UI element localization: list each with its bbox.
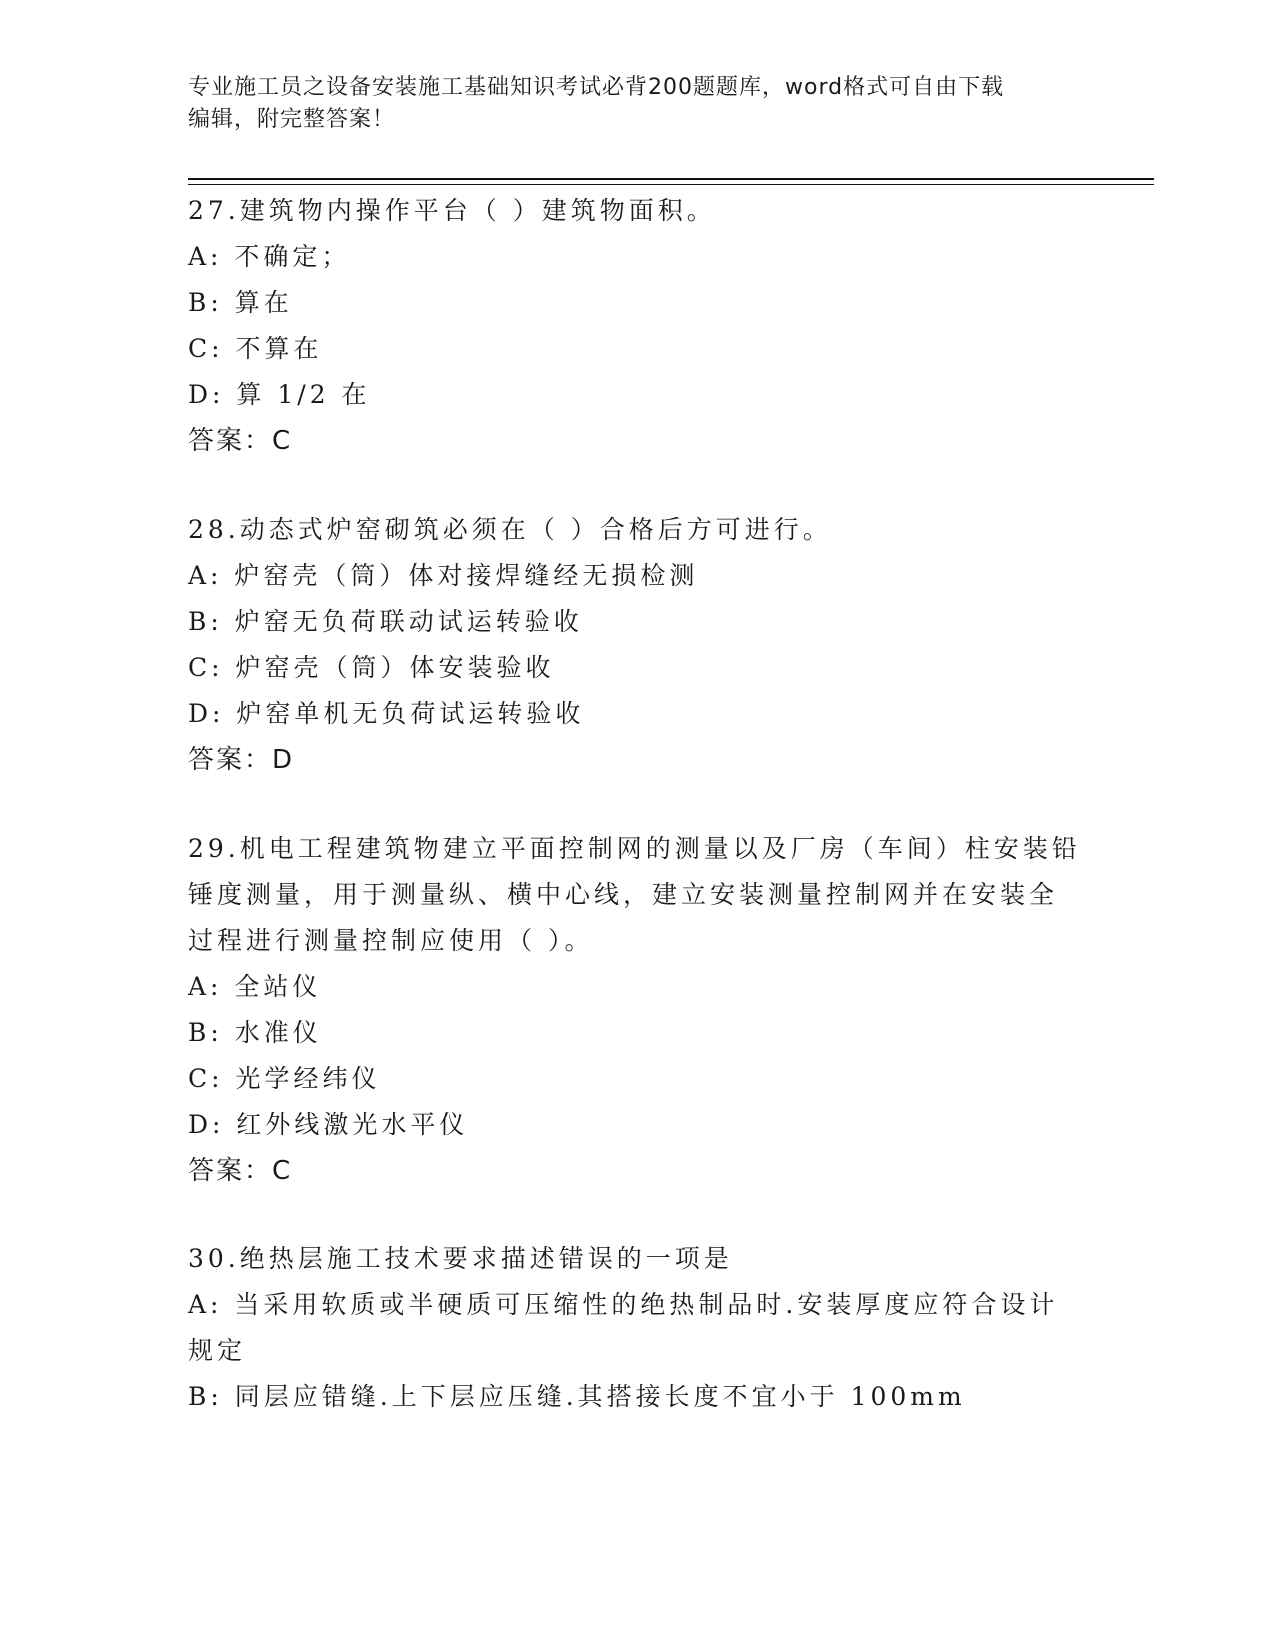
- option-a-line-1: A: 当采用软质或半硬质可压缩性的绝热制品时.安装厚度应符合设计: [188, 1290, 1059, 1319]
- header-line-1: 专业施工员之设备安装施工基础知识考试必背200题题库，word格式可自由下载: [188, 75, 1005, 100]
- option-d: D: 炉窑单机无负荷试运转验收: [188, 699, 585, 728]
- option-a: A: 炉窑壳（筒）体对接焊缝经无损检测: [188, 561, 699, 590]
- header-divider-top: [188, 178, 1154, 180]
- option-d: D: 算 1/2 在: [188, 380, 371, 409]
- question-stem: 28.动态式炉窑砌筑必须在（ ）合格后方可进行。: [188, 515, 832, 544]
- option-c: C: 不算在: [188, 334, 323, 363]
- option-b: B: 水准仪: [188, 1018, 322, 1047]
- question-29: [188, 826, 1088, 1194]
- question-28: [188, 507, 1088, 783]
- question-30: [188, 1236, 1088, 1420]
- option-b: B: 炉窑无负荷联动试运转验收: [188, 607, 583, 636]
- question-stem: 27.建筑物内操作平台（ ）建筑物面积。: [188, 196, 716, 225]
- option-c: C: 光学经纬仪: [188, 1064, 381, 1093]
- option-a-line-2: 规定: [188, 1336, 247, 1365]
- question-27: [188, 188, 1088, 464]
- option-a: A: 不确定；: [188, 242, 351, 271]
- answer-line: 答案：D: [188, 745, 295, 775]
- option-a: A: 全站仪: [188, 972, 322, 1001]
- answer-line: 答案：C: [188, 1156, 293, 1186]
- question-stem-line-1: 29.机电工程建筑物建立平面控制网的测量以及厂房（车间）柱安装铅: [188, 834, 1081, 863]
- option-b: B: 同层应错缝.上下层应压缝.其搭接长度不宜小于 100mm: [188, 1382, 966, 1411]
- option-c: C: 炉窑壳（筒）体安装验收: [188, 653, 555, 682]
- option-d: D: 红外线激光水平仪: [188, 1110, 469, 1139]
- header-divider-bottom: [188, 184, 1154, 185]
- document-header: [188, 72, 1068, 136]
- question-stem: 30.绝热层施工技术要求描述错误的一项是: [188, 1244, 733, 1273]
- question-stem-line-3: 过程进行测量控制应使用（ ）。: [188, 926, 594, 955]
- option-b: B: 算在: [188, 288, 293, 317]
- header-line-2: 编辑，附完整答案！: [188, 107, 396, 132]
- question-stem-line-2: 锤度测量，用于测量纵、横中心线，建立安装测量控制网并在安装全: [188, 880, 1059, 909]
- answer-line: 答案：C: [188, 426, 293, 456]
